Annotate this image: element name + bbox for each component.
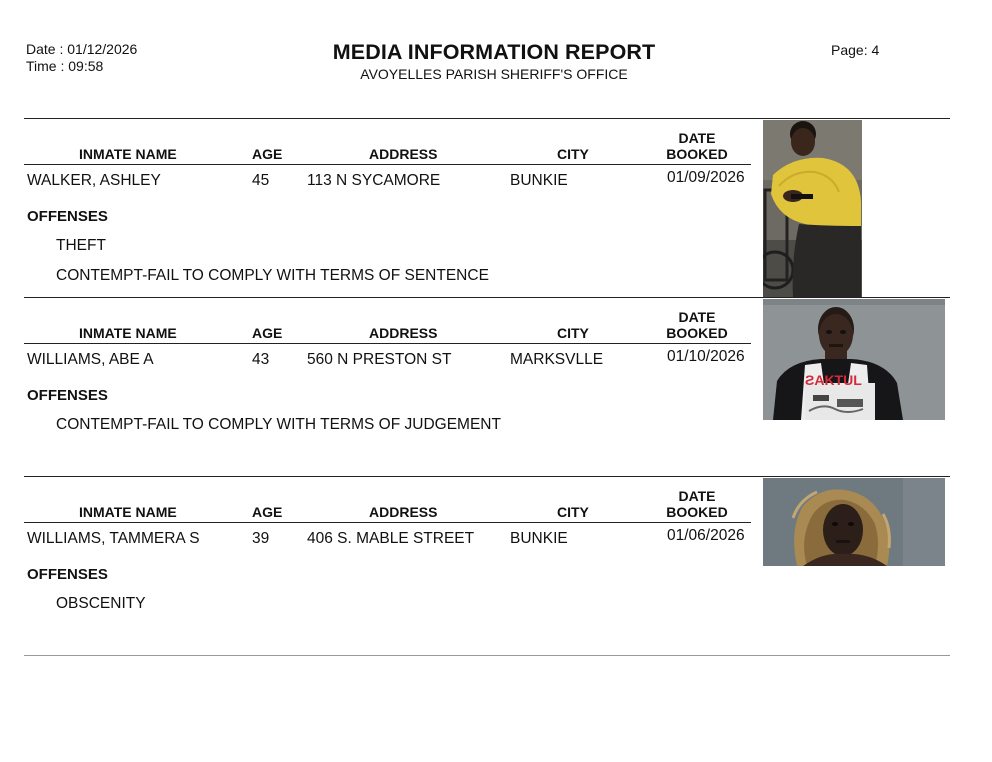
inmate-date-booked: 01/09/2026: [667, 169, 745, 186]
inmate-city: MARKSVLLE: [510, 351, 604, 368]
report-subtitle: AVOYELLES PARISH SHERIFF'S OFFICE: [360, 66, 628, 82]
col-age: AGE: [252, 325, 283, 341]
inmate-address: 406 S. MABLE STREET: [307, 530, 475, 547]
col-city: CITY: [557, 146, 589, 162]
inmate-photo-image: [763, 299, 945, 420]
inmate-photo-image: [763, 120, 862, 297]
inmate-photo: [763, 299, 945, 420]
inmate-date-booked: 01/10/2026: [667, 348, 745, 365]
offense-list: [56, 237, 489, 297]
inmate-name: WILLIAMS, ABE A: [27, 351, 154, 368]
inmate-record: [0, 297, 992, 475]
col-date-line2: BOOKED: [666, 325, 728, 341]
inmate-name: WALKER, ASHLEY: [27, 172, 161, 189]
inmate-record: [0, 118, 992, 296]
inmate-address: 560 N PRESTON ST: [307, 351, 452, 368]
col-city: CITY: [557, 504, 589, 520]
header-underline: [24, 343, 751, 344]
inmate-age: 45: [252, 172, 270, 189]
inmate-city: BUNKIE: [510, 530, 568, 547]
col-date-booked: [665, 309, 729, 341]
inmate-city: BUNKIE: [510, 172, 568, 189]
report-date: Date : 01/12/2026: [26, 41, 138, 57]
col-age: AGE: [252, 504, 283, 520]
report-time: Time : 09:58: [26, 58, 104, 74]
col-age: AGE: [252, 146, 283, 162]
offense-item: THEFT: [56, 237, 106, 254]
header-underline: [24, 522, 751, 523]
offense-item: OBSCENITY: [56, 595, 146, 612]
offense-item: CONTEMPT-FAIL TO COMPLY WITH TERMS OF SENTENCE: [56, 267, 489, 284]
inmate-age: 39: [252, 530, 270, 547]
inmate-photo: [763, 120, 862, 297]
inmate-photo-image: [763, 478, 945, 566]
col-date-booked: [665, 488, 729, 520]
inmate-address: 113 N SYCAMORE: [307, 172, 441, 189]
col-date-line1: DATE: [678, 488, 716, 504]
inmate-name: WILLIAMS, TAMMERA S: [27, 530, 200, 547]
offenses-label: OFFENSES: [27, 208, 108, 225]
offense-item: CONTEMPT-FAIL TO COMPLY WITH TERMS OF JUDGEMENT: [56, 416, 501, 433]
offenses-label: OFFENSES: [27, 387, 108, 404]
offense-list: [56, 416, 501, 446]
col-address: ADDRESS: [369, 325, 438, 341]
col-address: ADDRESS: [369, 504, 438, 520]
report-footer-rule: [24, 655, 950, 656]
col-address: ADDRESS: [369, 146, 438, 162]
header-underline: [24, 164, 751, 165]
col-date-line1: DATE: [678, 309, 716, 325]
report-title: MEDIA INFORMATION REPORT: [332, 40, 656, 64]
inmate-age: 43: [252, 351, 270, 368]
col-date-line1: DATE: [678, 130, 716, 146]
col-inmate-name: INMATE NAME: [79, 325, 177, 341]
offenses-label: OFFENSES: [27, 566, 108, 583]
col-inmate-name: INMATE NAME: [79, 146, 177, 162]
inmate-date-booked: 01/06/2026: [667, 527, 745, 544]
page-number: Page: 4: [831, 42, 880, 58]
col-date-line2: BOOKED: [666, 504, 728, 520]
inmate-photo: [763, 478, 945, 566]
shirt-print-text: ƧAKTUL: [805, 372, 862, 388]
inmate-record: [0, 476, 992, 654]
offense-list: [56, 595, 146, 625]
col-date-booked: [665, 130, 729, 162]
col-city: CITY: [557, 325, 589, 341]
col-inmate-name: INMATE NAME: [79, 504, 177, 520]
col-date-line2: BOOKED: [666, 146, 728, 162]
